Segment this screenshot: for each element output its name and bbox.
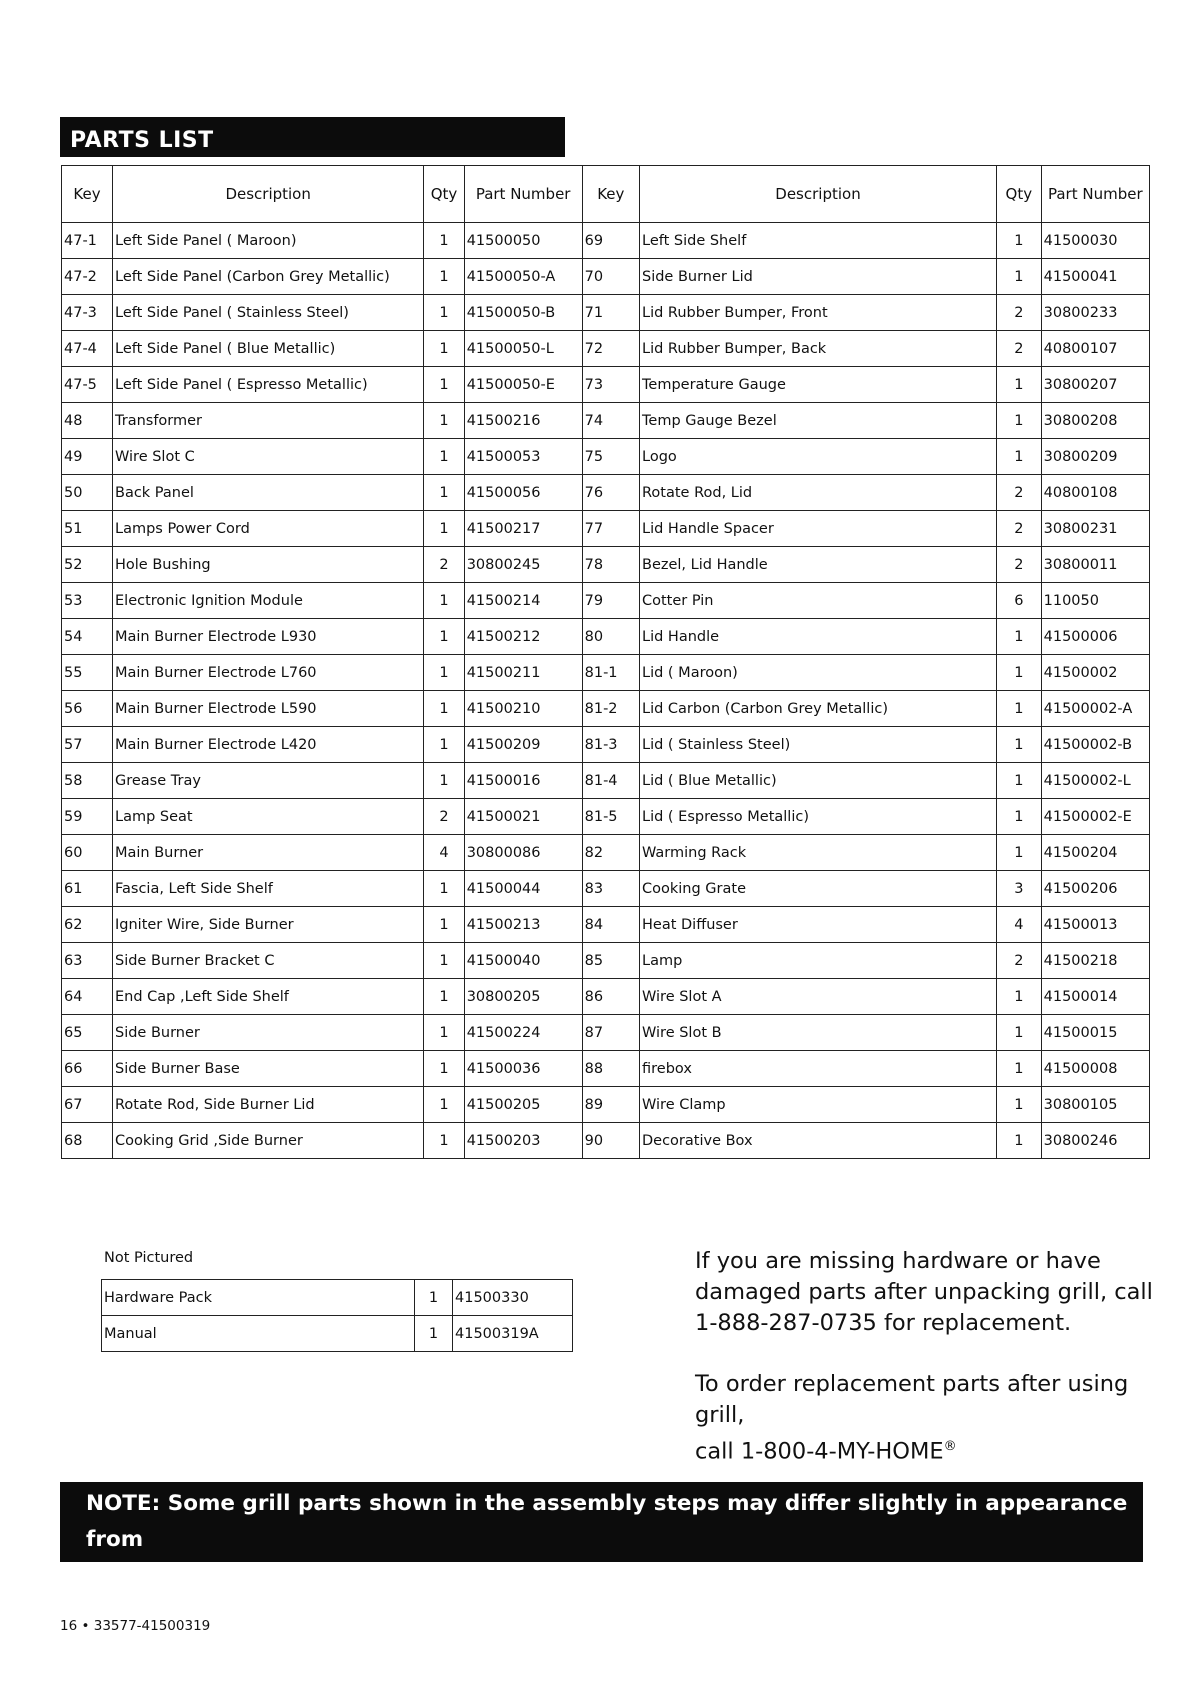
description-cell: Lid Rubber Bumper, Front xyxy=(640,295,997,331)
description-cell: Lid ( Espresso Metallic) xyxy=(640,799,997,835)
key-cell: 48 xyxy=(62,403,113,439)
description-cell: Cooking Grate xyxy=(640,871,997,907)
description-cell: Side Burner xyxy=(113,1015,424,1051)
key-cell: 67 xyxy=(62,1087,113,1123)
part-number-cell: 41500044 xyxy=(464,871,582,907)
table-row xyxy=(62,295,1150,331)
missing-parts-message: If you are missing hardware or have damaged parts after unpacking grill, call 1-888-287-0735 for replacement. xyxy=(695,1248,1153,1336)
description-cell: Lid Rubber Bumper, Back xyxy=(640,331,997,367)
description-cell: Main Burner Electrode L590 xyxy=(113,691,424,727)
part-number-cell: 41500036 xyxy=(464,1051,582,1087)
table-row xyxy=(62,799,1150,835)
description-cell: Grease Tray xyxy=(113,763,424,799)
part-number-cell: 41500210 xyxy=(464,691,582,727)
key-cell: 55 xyxy=(62,655,113,691)
qty-cell: 1 xyxy=(424,871,464,907)
description-cell: Temp Gauge Bezel xyxy=(640,403,997,439)
part-number-cell: 41500050-L xyxy=(464,331,582,367)
description-cell: Lid Handle xyxy=(640,619,997,655)
part-number-cell: 30800205 xyxy=(464,979,582,1015)
key-cell: 72 xyxy=(582,331,639,367)
table-row xyxy=(62,655,1150,691)
description-cell: Electronic Ignition Module xyxy=(113,583,424,619)
description-cell: Main Burner Electrode L420 xyxy=(113,727,424,763)
key-cell: 64 xyxy=(62,979,113,1015)
key-cell: 56 xyxy=(62,691,113,727)
description-cell: Lamp xyxy=(640,943,997,979)
qty-cell: 1 xyxy=(424,439,464,475)
qty-cell: 1 xyxy=(997,1015,1042,1051)
key-cell: 87 xyxy=(582,1015,639,1051)
key-cell: 75 xyxy=(582,439,639,475)
part-number-cell: 41500319A xyxy=(453,1316,573,1352)
key-cell: 57 xyxy=(62,727,113,763)
registered-mark: ® xyxy=(943,1439,957,1454)
description-cell: Transformer xyxy=(113,403,424,439)
qty-cell: 1 xyxy=(424,655,464,691)
table-row xyxy=(62,1123,1150,1159)
description-cell: Lid Carbon (Carbon Grey Metallic) xyxy=(640,691,997,727)
description-cell: Lid ( Maroon) xyxy=(640,655,997,691)
key-cell: 47-1 xyxy=(62,223,113,259)
description-cell: Igniter Wire, Side Burner xyxy=(113,907,424,943)
table-row xyxy=(62,871,1150,907)
qty-cell: 2 xyxy=(997,547,1042,583)
qty-cell: 1 xyxy=(424,475,464,511)
key-cell: 81-3 xyxy=(582,727,639,763)
column-header-key-left: Key xyxy=(62,166,113,223)
key-cell: 76 xyxy=(582,475,639,511)
key-cell: 71 xyxy=(582,295,639,331)
qty-cell: 1 xyxy=(424,1015,464,1051)
description-cell: Rotate Rod, Side Burner Lid xyxy=(113,1087,424,1123)
qty-cell: 1 xyxy=(424,367,464,403)
note-line-2: Those on your particular grill model. However, the method of assembly remains the same. xyxy=(86,1563,1103,1624)
qty-cell: 1 xyxy=(424,979,464,1015)
key-cell: 74 xyxy=(582,403,639,439)
description-cell: End Cap ,Left Side Shelf xyxy=(113,979,424,1015)
part-number-cell: 40800107 xyxy=(1041,331,1149,367)
description-cell: Lid ( Blue Metallic) xyxy=(640,763,997,799)
part-number-cell: 41500021 xyxy=(464,799,582,835)
qty-cell: 2 xyxy=(997,511,1042,547)
description-cell: Left Side Panel (Carbon Grey Metallic) xyxy=(113,259,424,295)
qty-cell: 4 xyxy=(424,835,464,871)
key-cell: 78 xyxy=(582,547,639,583)
description-cell: Fascia, Left Side Shelf xyxy=(113,871,424,907)
description-cell: Left Side Shelf xyxy=(640,223,997,259)
qty-cell: 1 xyxy=(424,403,464,439)
description-cell: firebox xyxy=(640,1051,997,1087)
qty-cell: 1 xyxy=(424,1123,464,1159)
table-row xyxy=(62,1087,1150,1123)
part-number-cell: 41500050-E xyxy=(464,367,582,403)
qty-cell: 2 xyxy=(997,943,1042,979)
qty-cell: 2 xyxy=(424,799,464,835)
key-cell: 77 xyxy=(582,511,639,547)
part-number-cell: 30800231 xyxy=(1041,511,1149,547)
key-cell: 52 xyxy=(62,547,113,583)
column-header-qty-right: Qty xyxy=(997,166,1042,223)
description-cell: Cotter Pin xyxy=(640,583,997,619)
part-number-cell: 41500056 xyxy=(464,475,582,511)
part-number-cell: 41500014 xyxy=(1041,979,1149,1015)
description-cell: Manual xyxy=(102,1316,415,1352)
description-cell: Main Burner xyxy=(113,835,424,871)
key-cell: 61 xyxy=(62,871,113,907)
qty-cell: 1 xyxy=(997,259,1042,295)
column-header-description-left: Description xyxy=(113,166,424,223)
description-cell: Left Side Panel ( Blue Metallic) xyxy=(113,331,424,367)
part-number-cell: 41500008 xyxy=(1041,1051,1149,1087)
description-cell: Left Side Panel ( Espresso Metallic) xyxy=(113,367,424,403)
qty-cell: 2 xyxy=(997,295,1042,331)
table-row xyxy=(62,511,1150,547)
key-cell: 84 xyxy=(582,907,639,943)
table-row xyxy=(62,583,1150,619)
key-cell: 80 xyxy=(582,619,639,655)
key-cell: 81-4 xyxy=(582,763,639,799)
table-row xyxy=(62,403,1150,439)
part-number-cell: 41500216 xyxy=(464,403,582,439)
column-header-description-right: Description xyxy=(640,166,997,223)
column-header-qty-left: Qty xyxy=(424,166,464,223)
table-row xyxy=(62,259,1150,295)
part-number-cell: 41500013 xyxy=(1041,907,1149,943)
part-number-cell: 30800245 xyxy=(464,547,582,583)
description-cell: Back Panel xyxy=(113,475,424,511)
part-number-cell: 41500206 xyxy=(1041,871,1149,907)
key-cell: 47-5 xyxy=(62,367,113,403)
qty-cell: 1 xyxy=(997,727,1042,763)
qty-cell: 3 xyxy=(997,871,1042,907)
table-row xyxy=(62,1051,1150,1087)
table-row xyxy=(62,835,1150,871)
description-cell: Lid ( Stainless Steel) xyxy=(640,727,997,763)
part-number-cell: 41500211 xyxy=(464,655,582,691)
key-cell: 65 xyxy=(62,1015,113,1051)
key-cell: 89 xyxy=(582,1087,639,1123)
part-number-cell: 41500209 xyxy=(464,727,582,763)
column-header-part-number-right: Part Number xyxy=(1041,166,1149,223)
qty-cell: 2 xyxy=(997,331,1042,367)
not-pictured-label: Not Pictured xyxy=(104,1250,194,1266)
part-number-cell: 41500050-A xyxy=(464,259,582,295)
order-parts-message xyxy=(695,1369,1165,1468)
description-cell: Lamp Seat xyxy=(113,799,424,835)
qty-cell: 1 xyxy=(415,1280,453,1316)
part-number-cell: 30800086 xyxy=(464,835,582,871)
qty-cell: 1 xyxy=(424,295,464,331)
key-cell: 88 xyxy=(582,1051,639,1087)
table-row xyxy=(62,1015,1150,1051)
key-cell: 58 xyxy=(62,763,113,799)
part-number-cell: 30800207 xyxy=(1041,367,1149,403)
key-cell: 47-2 xyxy=(62,259,113,295)
qty-cell: 1 xyxy=(997,403,1042,439)
description-cell: Left Side Panel ( Stainless Steel) xyxy=(113,295,424,331)
qty-cell: 1 xyxy=(424,583,464,619)
not-pictured-row xyxy=(102,1316,573,1352)
table-row xyxy=(62,691,1150,727)
key-cell: 81-5 xyxy=(582,799,639,835)
qty-cell: 1 xyxy=(997,367,1042,403)
qty-cell: 2 xyxy=(424,547,464,583)
part-number-cell: 41500016 xyxy=(464,763,582,799)
part-number-cell: 41500205 xyxy=(464,1087,582,1123)
table-row xyxy=(62,475,1150,511)
key-cell: 47-4 xyxy=(62,331,113,367)
part-number-cell: 41500015 xyxy=(1041,1015,1149,1051)
qty-cell: 1 xyxy=(997,223,1042,259)
key-cell: 81-2 xyxy=(582,691,639,727)
key-cell: 70 xyxy=(582,259,639,295)
part-number-cell: 110050 xyxy=(1041,583,1149,619)
key-cell: 82 xyxy=(582,835,639,871)
key-cell: 53 xyxy=(62,583,113,619)
table-row xyxy=(62,979,1150,1015)
part-number-cell: 41500213 xyxy=(464,907,582,943)
part-number-cell: 30800233 xyxy=(1041,295,1149,331)
qty-cell: 1 xyxy=(997,439,1042,475)
description-cell: Side Burner Base xyxy=(113,1051,424,1087)
qty-cell: 1 xyxy=(997,763,1042,799)
part-number-cell: 41500030 xyxy=(1041,223,1149,259)
part-number-cell: 41500224 xyxy=(464,1015,582,1051)
part-number-cell: 41500002 xyxy=(1041,655,1149,691)
qty-cell: 6 xyxy=(997,583,1042,619)
part-number-cell: 30800208 xyxy=(1041,403,1149,439)
qty-cell: 1 xyxy=(424,331,464,367)
assembly-note-banner xyxy=(60,1482,1143,1624)
key-cell: 66 xyxy=(62,1051,113,1087)
description-cell: Wire Clamp xyxy=(640,1087,997,1123)
key-cell: 49 xyxy=(62,439,113,475)
description-cell: Decorative Box xyxy=(640,1123,997,1159)
key-cell: 50 xyxy=(62,475,113,511)
qty-cell: 1 xyxy=(424,1051,464,1087)
key-cell: 69 xyxy=(582,223,639,259)
qty-cell: 4 xyxy=(997,907,1042,943)
part-number-cell: 41500006 xyxy=(1041,619,1149,655)
part-number-cell: 41500214 xyxy=(464,583,582,619)
description-cell: Hardware Pack xyxy=(102,1280,415,1316)
description-cell: Wire Slot B xyxy=(640,1015,997,1051)
description-cell: Lamps Power Cord xyxy=(113,511,424,547)
parts-table xyxy=(61,165,1150,1159)
qty-cell: 1 xyxy=(997,835,1042,871)
qty-cell: 1 xyxy=(997,1051,1042,1087)
part-number-cell: 30800011 xyxy=(1041,547,1149,583)
key-cell: 62 xyxy=(62,907,113,943)
qty-cell: 1 xyxy=(424,259,464,295)
qty-cell: 1 xyxy=(997,655,1042,691)
part-number-cell: 41500217 xyxy=(464,511,582,547)
qty-cell: 1 xyxy=(424,223,464,259)
order-line-2: call 1-800-4-MY-HOME xyxy=(695,1438,944,1465)
description-cell: Warming Rack xyxy=(640,835,997,871)
not-pictured-table xyxy=(101,1279,573,1352)
description-cell: Hole Bushing xyxy=(113,547,424,583)
part-number-cell: 41500002-A xyxy=(1041,691,1149,727)
table-row xyxy=(62,547,1150,583)
part-number-cell: 41500002-B xyxy=(1041,727,1149,763)
part-number-cell: 41500204 xyxy=(1041,835,1149,871)
table-body xyxy=(62,223,1150,1159)
qty-cell: 1 xyxy=(997,1087,1042,1123)
qty-cell: 1 xyxy=(424,619,464,655)
table-row xyxy=(62,223,1150,259)
key-cell: 47-3 xyxy=(62,295,113,331)
qty-cell: 1 xyxy=(424,691,464,727)
description-cell: Bezel, Lid Handle xyxy=(640,547,997,583)
order-line-1: To order replacement parts after using grill, xyxy=(695,1371,1129,1428)
table-row xyxy=(62,943,1150,979)
part-number-cell: 41500203 xyxy=(464,1123,582,1159)
description-cell: Side Burner Lid xyxy=(640,259,997,295)
not-pictured-row xyxy=(102,1280,573,1316)
table-header-row xyxy=(62,166,1150,223)
part-number-cell: 41500218 xyxy=(1041,943,1149,979)
qty-cell: 1 xyxy=(424,727,464,763)
qty-cell: 1 xyxy=(424,511,464,547)
description-cell: Rotate Rod, Lid xyxy=(640,475,997,511)
table-row xyxy=(62,619,1150,655)
description-cell: Left Side Panel ( Maroon) xyxy=(113,223,424,259)
part-number-cell: 40800108 xyxy=(1041,475,1149,511)
table-row xyxy=(62,727,1150,763)
qty-cell: 1 xyxy=(997,979,1042,1015)
description-cell: Side Burner Bracket C xyxy=(113,943,424,979)
key-cell: 60 xyxy=(62,835,113,871)
column-header-part-number-left: Part Number xyxy=(464,166,582,223)
qty-cell: 1 xyxy=(997,799,1042,835)
qty-cell: 2 xyxy=(997,475,1042,511)
table-row xyxy=(62,907,1150,943)
table-row xyxy=(62,763,1150,799)
description-cell: Wire Slot A xyxy=(640,979,997,1015)
key-cell: 68 xyxy=(62,1123,113,1159)
key-cell: 86 xyxy=(582,979,639,1015)
qty-cell: 1 xyxy=(997,691,1042,727)
qty-cell: 1 xyxy=(997,619,1042,655)
part-number-cell: 30800209 xyxy=(1041,439,1149,475)
part-number-cell: 41500330 xyxy=(453,1280,573,1316)
part-number-cell: 41500041 xyxy=(1041,259,1149,295)
key-cell: 54 xyxy=(62,619,113,655)
description-cell: Main Burner Electrode L930 xyxy=(113,619,424,655)
parts-list-banner: PARTS LIST xyxy=(60,117,565,157)
key-cell: 63 xyxy=(62,943,113,979)
description-cell: Temperature Gauge xyxy=(640,367,997,403)
page-footer: 16 • 33577-41500319 xyxy=(60,1618,211,1634)
column-header-key-right: Key xyxy=(582,166,639,223)
qty-cell: 1 xyxy=(997,1123,1042,1159)
key-cell: 83 xyxy=(582,871,639,907)
key-cell: 73 xyxy=(582,367,639,403)
key-cell: 79 xyxy=(582,583,639,619)
note-line-1: NOTE: Some grill parts shown in the assembly steps may differ slightly in appearance from xyxy=(86,1491,1128,1552)
description-cell: Heat Diffuser xyxy=(640,907,997,943)
key-cell: 85 xyxy=(582,943,639,979)
description-cell: Logo xyxy=(640,439,997,475)
description-cell: Main Burner Electrode L760 xyxy=(113,655,424,691)
table-row xyxy=(62,367,1150,403)
part-number-cell: 41500050-B xyxy=(464,295,582,331)
part-number-cell: 41500050 xyxy=(464,223,582,259)
part-number-cell: 41500053 xyxy=(464,439,582,475)
qty-cell: 1 xyxy=(424,907,464,943)
part-number-cell: 41500212 xyxy=(464,619,582,655)
description-cell: Wire Slot C xyxy=(113,439,424,475)
qty-cell: 1 xyxy=(415,1316,453,1352)
table-row xyxy=(62,331,1150,367)
key-cell: 90 xyxy=(582,1123,639,1159)
part-number-cell: 41500002-L xyxy=(1041,763,1149,799)
key-cell: 51 xyxy=(62,511,113,547)
qty-cell: 1 xyxy=(424,763,464,799)
part-number-cell: 30800105 xyxy=(1041,1087,1149,1123)
table-row xyxy=(62,439,1150,475)
qty-cell: 1 xyxy=(424,943,464,979)
key-cell: 59 xyxy=(62,799,113,835)
qty-cell: 1 xyxy=(424,1087,464,1123)
part-number-cell: 30800246 xyxy=(1041,1123,1149,1159)
key-cell: 81-1 xyxy=(582,655,639,691)
description-cell: Cooking Grid ,Side Burner xyxy=(113,1123,424,1159)
description-cell: Lid Handle Spacer xyxy=(640,511,997,547)
part-number-cell: 41500040 xyxy=(464,943,582,979)
part-number-cell: 41500002-E xyxy=(1041,799,1149,835)
